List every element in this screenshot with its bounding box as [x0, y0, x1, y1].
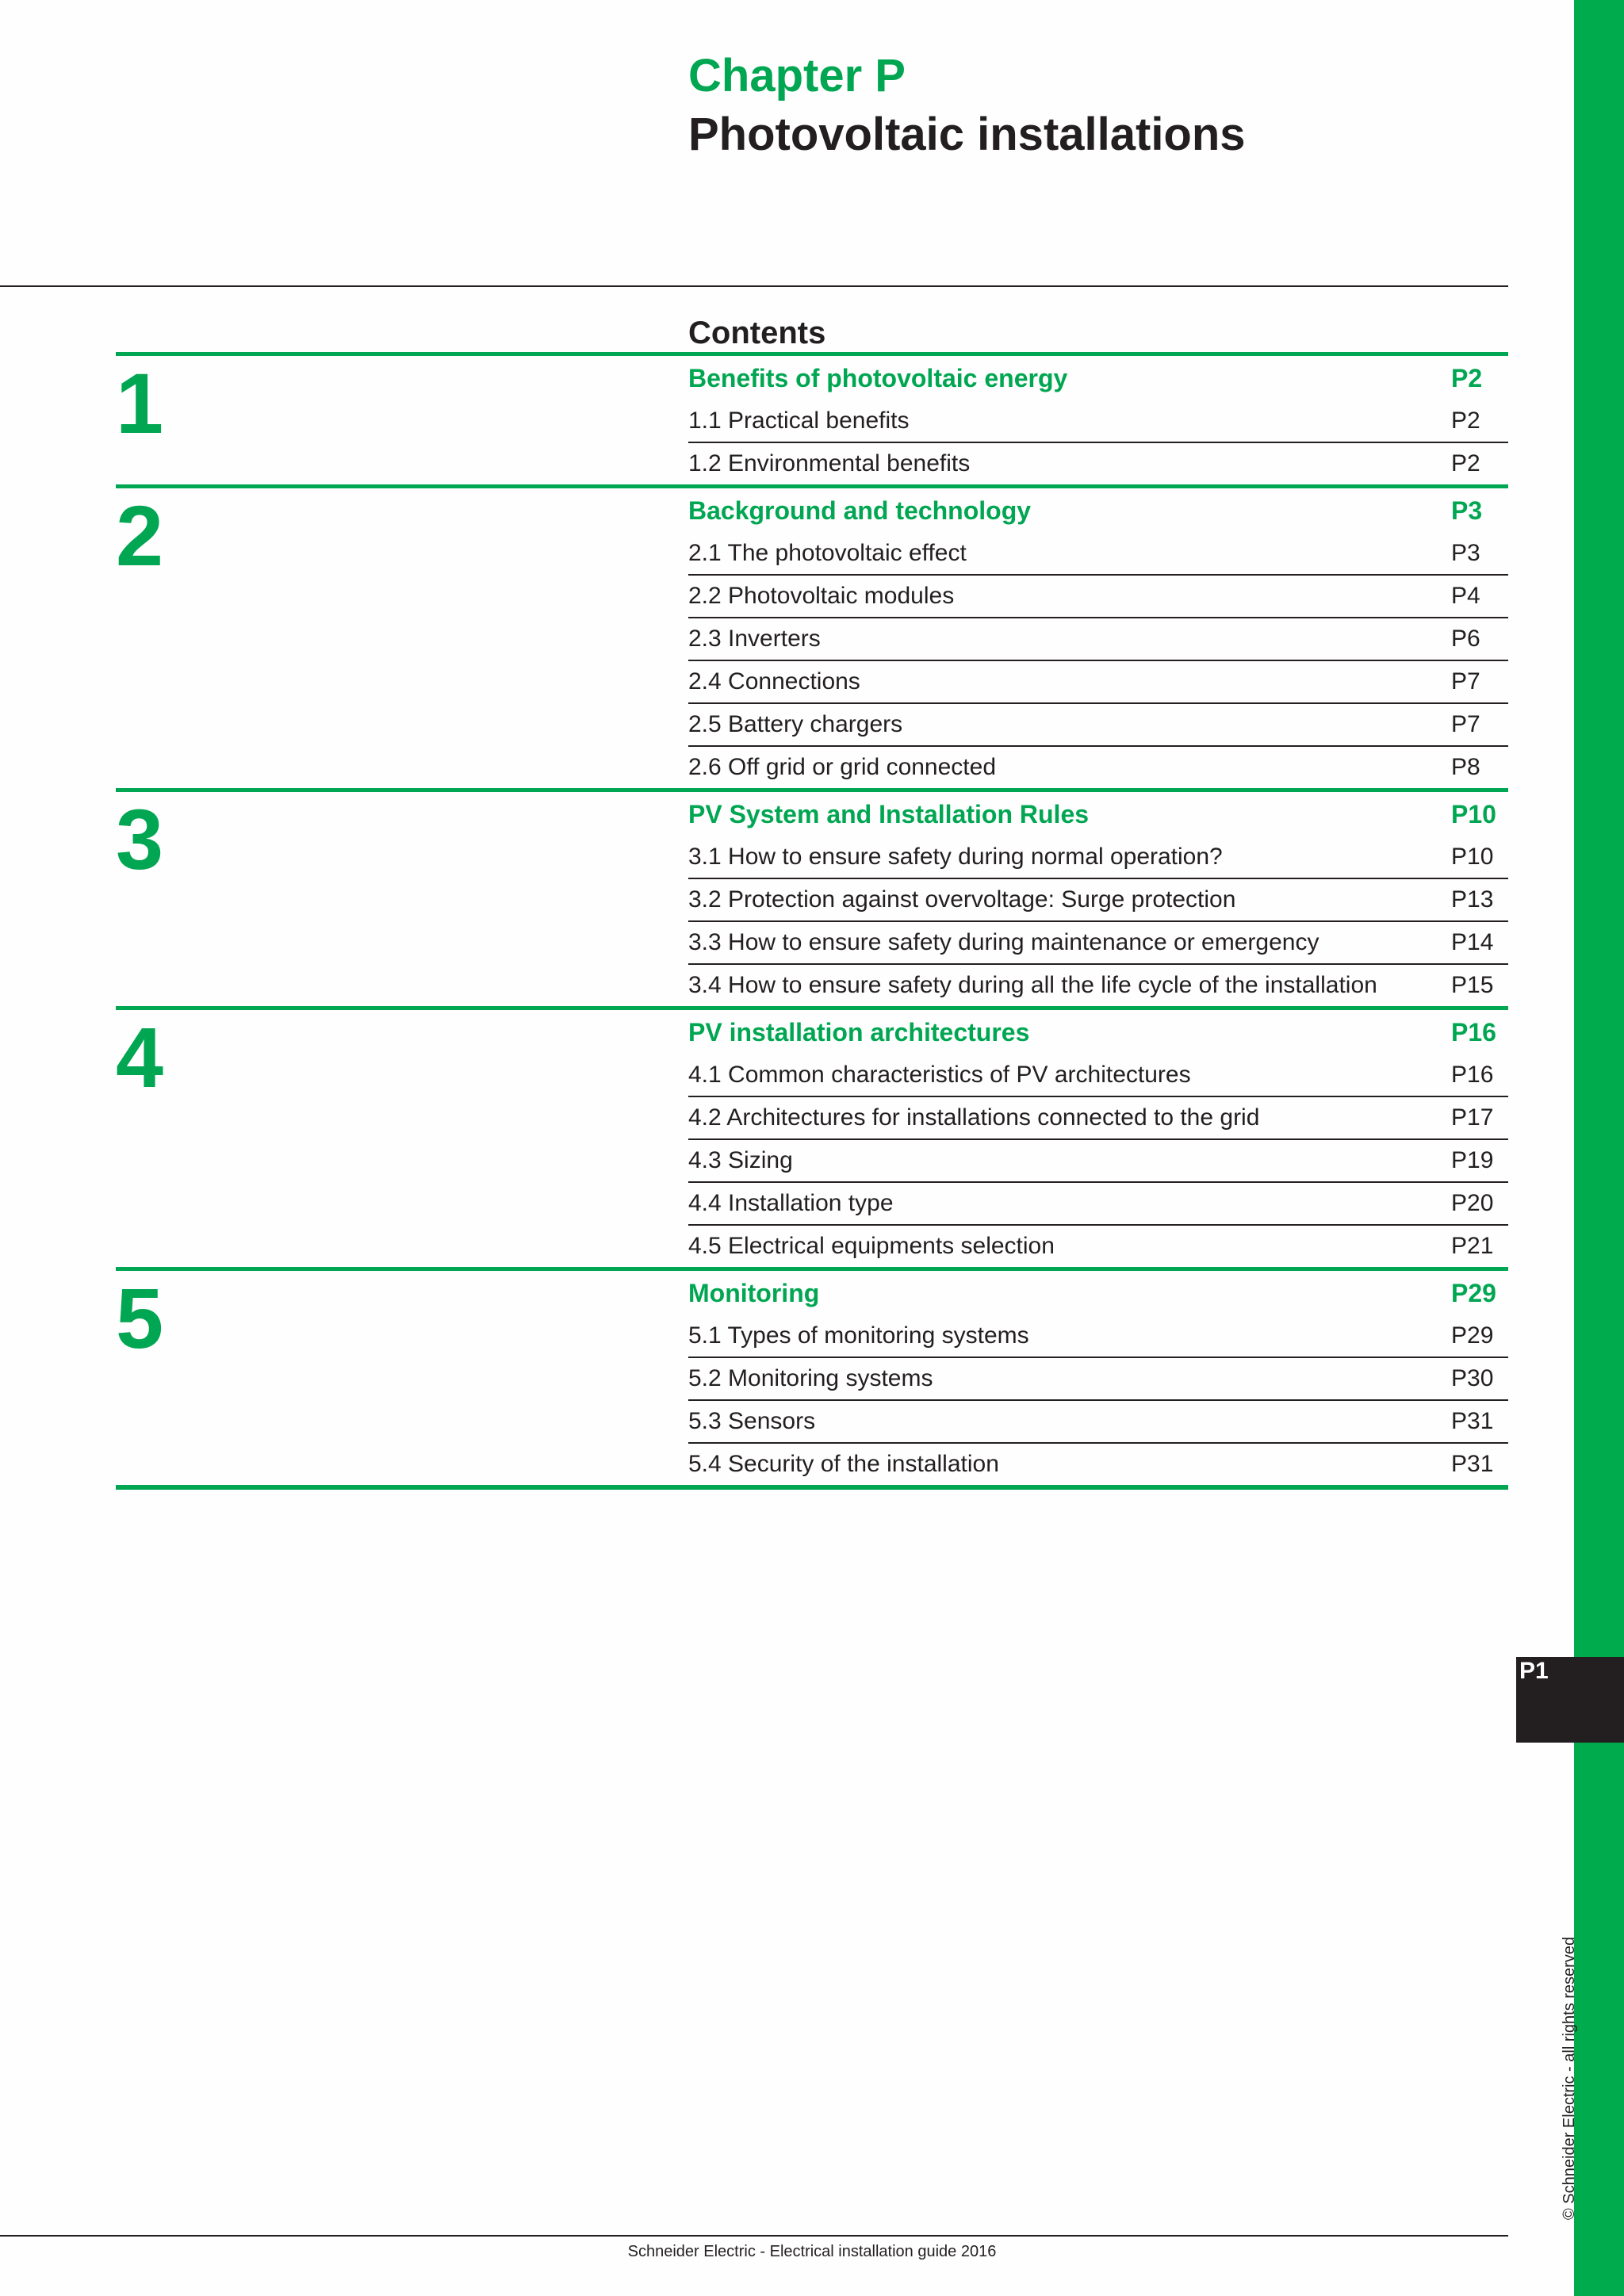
- toc-entry-page: P31: [1451, 1408, 1494, 1434]
- toc-entry-label: 3.2 Protection against overvoltage: Surge protection: [688, 886, 1236, 913]
- section-page: P29: [1451, 1278, 1496, 1307]
- toc-entry-label: 4.4 Installation type: [688, 1190, 894, 1216]
- toc-entry-page: P15: [1451, 972, 1494, 998]
- section-number: 3: [116, 791, 164, 887]
- toc-entry[interactable]: [688, 400, 1508, 443]
- toc-entry-page: P3: [1451, 540, 1480, 566]
- toc-entry[interactable]: [688, 704, 1508, 747]
- toc-section: [116, 788, 1508, 1006]
- toc-entry-label: 2.3 Inverters: [688, 626, 821, 652]
- toc-entry[interactable]: [688, 879, 1508, 922]
- toc-entry-page: P6: [1451, 626, 1480, 652]
- section-heading-row[interactable]: [688, 356, 1508, 400]
- chapter-label: Chapter P: [688, 50, 906, 101]
- contents-heading: Contents: [688, 316, 826, 350]
- toc-entry-page: P30: [1451, 1365, 1494, 1391]
- toc-entry[interactable]: [688, 1183, 1508, 1226]
- footer-divider: [0, 2235, 1508, 2237]
- section-title: Benefits of photovoltaic energy: [688, 363, 1068, 392]
- toc-entry[interactable]: [688, 443, 1508, 484]
- subsection-list: [116, 400, 1508, 484]
- toc-entry-page: P21: [1451, 1233, 1494, 1259]
- toc-entry-page: P29: [1451, 1322, 1494, 1349]
- toc-entry-label: 5.2 Monitoring systems: [688, 1365, 933, 1391]
- subsection-list: [116, 533, 1508, 788]
- toc-entry-page: P14: [1451, 929, 1494, 955]
- toc-entry[interactable]: [688, 1140, 1508, 1183]
- section-number: 4: [116, 1009, 164, 1105]
- toc-entry-label: 4.5 Electrical equipments selection: [688, 1233, 1055, 1259]
- section-heading-row[interactable]: [688, 1010, 1508, 1054]
- section-number: 5: [116, 1270, 164, 1366]
- section-number: 2: [116, 488, 164, 584]
- toc-entry[interactable]: [688, 1226, 1508, 1267]
- toc-entry-label: 4.3 Sizing: [688, 1147, 793, 1173]
- toc-entry-label: 1.1 Practical benefits: [688, 408, 910, 434]
- toc-entry[interactable]: [688, 922, 1508, 965]
- side-green-bar: [1574, 0, 1624, 2296]
- toc-entry[interactable]: [688, 1401, 1508, 1444]
- toc-entry-label: 2.6 Off grid or grid connected: [688, 754, 997, 780]
- toc-section: [116, 1267, 1508, 1490]
- toc-entry-label: 5.1 Types of monitoring systems: [688, 1322, 1029, 1349]
- toc-entry-label: 3.1 How to ensure safety during normal operation?: [688, 844, 1223, 870]
- toc-entry-page: P20: [1451, 1190, 1494, 1216]
- toc-entry-page: P10: [1451, 844, 1494, 870]
- toc-entry-page: P4: [1451, 583, 1480, 609]
- toc-entry[interactable]: [688, 533, 1508, 576]
- subsection-list: [116, 1315, 1508, 1485]
- section-heading-row[interactable]: [688, 488, 1508, 533]
- toc-entry[interactable]: [688, 747, 1508, 788]
- copyright-notice: © Schneider Electric - all rights reserved: [1561, 1936, 1578, 2220]
- toc-entry[interactable]: [688, 1097, 1508, 1140]
- toc-section: [116, 1006, 1508, 1267]
- section-page: P10: [1451, 799, 1496, 828]
- section-page: P16: [1451, 1017, 1496, 1047]
- chapter-title: Photovoltaic installations: [688, 109, 1246, 160]
- toc-entry-label: 1.2 Environmental benefits: [688, 450, 971, 476]
- toc-entry-page: P2: [1451, 450, 1480, 476]
- toc-entry-page: P8: [1451, 754, 1480, 780]
- section-title: PV System and Installation Rules: [688, 799, 1090, 828]
- toc-entry[interactable]: [688, 618, 1508, 661]
- toc-entry[interactable]: [688, 965, 1508, 1006]
- toc-entry[interactable]: [688, 661, 1508, 704]
- section-page: P2: [1451, 363, 1483, 392]
- footer-text: Schneider Electric - Electrical installation guide 2016: [627, 2243, 997, 2260]
- toc-entry-label: 2.2 Photovoltaic modules: [688, 583, 955, 609]
- page-tab-label: P1: [1519, 1658, 1549, 1684]
- section-title: Monitoring: [688, 1278, 820, 1307]
- toc-entry-page: P13: [1451, 886, 1494, 913]
- toc-entry-page: P19: [1451, 1147, 1494, 1173]
- toc-entry[interactable]: [688, 576, 1508, 618]
- toc-entry-page: P7: [1451, 711, 1480, 737]
- subsection-list: [116, 1054, 1508, 1267]
- toc-entry-label: 3.4 How to ensure safety during all the life cycle of the installation: [688, 972, 1377, 998]
- toc-entry-label: 2.1 The photovoltaic effect: [688, 540, 967, 566]
- section-heading-row[interactable]: [688, 792, 1508, 836]
- section-page: P3: [1451, 496, 1483, 525]
- toc-entry-label: 2.4 Connections: [688, 668, 860, 695]
- toc-entry-label: 4.1 Common characteristics of PV architectures: [688, 1062, 1191, 1088]
- toc-entry-page: P16: [1451, 1062, 1494, 1088]
- subsection-list: [116, 836, 1508, 1006]
- toc-entry-label: 5.3 Sensors: [688, 1408, 816, 1434]
- toc-entry-label: 4.2 Architectures for installations connected to the grid: [688, 1104, 1260, 1131]
- toc-entry-page: P2: [1451, 408, 1480, 434]
- section-title: PV installation architectures: [688, 1017, 1030, 1047]
- header-divider: [0, 285, 1508, 287]
- section-heading-row[interactable]: [688, 1271, 1508, 1315]
- section-number: 1: [116, 355, 164, 451]
- toc-entry-label: 5.4 Security of the installation: [688, 1451, 999, 1477]
- toc-entry[interactable]: [688, 1358, 1508, 1401]
- toc-entry[interactable]: [688, 1054, 1508, 1097]
- section-title: Background and technology: [688, 496, 1032, 525]
- table-of-contents: [116, 352, 1508, 1490]
- toc-entry-page: P31: [1451, 1451, 1494, 1477]
- toc-section: [116, 352, 1508, 484]
- toc-entry-page: P7: [1451, 668, 1480, 695]
- toc-entry[interactable]: [688, 836, 1508, 879]
- toc-entry-label: 2.5 Battery chargers: [688, 711, 903, 737]
- toc-entry[interactable]: [688, 1444, 1508, 1485]
- toc-section: [116, 484, 1508, 788]
- toc-entry[interactable]: [688, 1315, 1508, 1358]
- toc-entry-label: 3.3 How to ensure safety during maintenance or emergency: [688, 929, 1320, 955]
- toc-entry-page: P17: [1451, 1104, 1494, 1131]
